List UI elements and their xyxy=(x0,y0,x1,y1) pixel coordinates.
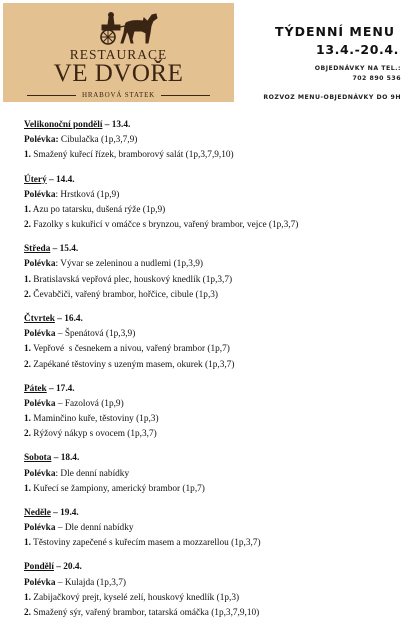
day-block xyxy=(24,173,399,234)
horse-cart-icon xyxy=(98,9,160,47)
day-date: 17.4. xyxy=(56,383,75,394)
day-date: 16.4. xyxy=(64,313,83,324)
soup-text: – Špenátová (1p,3,9) xyxy=(55,329,136,340)
day-heading xyxy=(24,118,399,133)
meal-number: 2. xyxy=(24,220,31,231)
logo-name-text: VE DVOŘE xyxy=(53,60,184,87)
soup-label: Polévka xyxy=(24,259,56,270)
day-heading xyxy=(24,451,399,466)
day-separator: – xyxy=(46,383,57,394)
soup-line xyxy=(24,257,399,272)
soup-label: Polévka xyxy=(24,523,56,534)
order-label: OBJEDNÁVKY NA TEL.: xyxy=(314,65,401,72)
meal-line xyxy=(24,591,399,606)
weekly-menu xyxy=(24,118,399,630)
day-separator: – xyxy=(54,313,65,324)
meal-line xyxy=(24,342,399,357)
day-block xyxy=(24,451,399,497)
soup-line xyxy=(24,576,399,591)
meal-line xyxy=(24,358,399,373)
day-name: Čtvrtek xyxy=(24,313,55,324)
meal-number: 1. xyxy=(24,592,31,603)
soup-line xyxy=(24,397,399,412)
meal-line xyxy=(24,536,399,551)
menu-date-range: 13.4.-20.4. xyxy=(316,42,399,57)
day-date: 19.4. xyxy=(60,507,79,518)
meal-number: 1. xyxy=(24,344,31,355)
meal-line xyxy=(24,606,399,621)
meal-number: 1. xyxy=(24,483,31,494)
day-date: 13.4. xyxy=(111,120,131,130)
meal-text: Smažený sýr, vařený brambor, tatarská omáčka (1p,3,7,9,10) xyxy=(30,607,260,618)
meal-number: 1. xyxy=(24,274,31,285)
logo-restaurace-text: RESTAURACE xyxy=(69,47,168,62)
day-heading xyxy=(24,506,399,521)
day-block xyxy=(24,506,399,552)
meal-text: Rýžový nákyp s ovocem (1p,3,7) xyxy=(30,429,157,440)
restaurant-logo xyxy=(3,3,234,102)
soup-label: Polévka xyxy=(24,468,56,479)
soup-text: : Vývar se zeleninou a nudlemi (1p,3,9) xyxy=(55,259,204,270)
meal-text: Zapékané těstoviny s uzeným masem, okurek (1p,3,7) xyxy=(30,359,235,370)
day-heading xyxy=(24,242,399,257)
order-phone: 702 890 536 xyxy=(352,75,401,82)
soup-text: – Dle denní nabídky xyxy=(55,523,134,534)
meal-line xyxy=(24,482,399,497)
meal-text: Zabijačkový prejt, kyselé zelí, houskový knedlík (1p,3) xyxy=(30,592,240,603)
soup-label: Polévka xyxy=(24,577,56,588)
soup-label: Polévka: xyxy=(24,135,59,146)
divider-line xyxy=(27,95,76,96)
meal-text: Azu po tatarsku, dušená rýže (1p,9) xyxy=(30,204,166,215)
soup-text: Cibulačka (1p,3,7,9) xyxy=(58,135,138,146)
day-heading xyxy=(24,312,399,327)
soup-line xyxy=(24,467,399,482)
meal-number: 1. xyxy=(24,150,31,161)
soup-text: : Hrstková (1p,9) xyxy=(55,189,120,200)
divider-line xyxy=(161,95,210,96)
day-separator: – xyxy=(102,120,112,130)
soup-text: : Dle denní nabídky xyxy=(55,468,130,479)
meal-number: 2. xyxy=(24,359,31,370)
day-heading xyxy=(24,560,399,575)
day-date: 20.4. xyxy=(63,562,82,573)
order-contact xyxy=(315,64,401,84)
day-date: 14.4. xyxy=(56,174,75,185)
meal-number: 2. xyxy=(24,289,31,300)
day-name: Pátek xyxy=(24,383,47,394)
meal-number: 1. xyxy=(24,414,31,425)
day-heading xyxy=(24,382,399,397)
meal-text: Bratislavská vepřová plec, houskový knedlík (1p,3,7) xyxy=(30,274,233,285)
day-name: Úterý xyxy=(24,174,47,185)
meal-number: 1. xyxy=(24,204,31,215)
soup-line xyxy=(24,521,399,536)
soup-line xyxy=(24,133,399,148)
day-block xyxy=(24,312,399,373)
day-date: 15.4. xyxy=(59,244,79,255)
day-heading xyxy=(24,173,399,188)
soup-text: – Kulajda (1p,3,7) xyxy=(55,577,127,588)
day-separator: – xyxy=(53,562,64,573)
meal-text: Maminčino kuře, těstoviny (1p,3) xyxy=(30,414,159,425)
meal-text: Vepřové s česnekem a nivou, vařený brambor (1p,7) xyxy=(30,344,230,355)
day-separator: – xyxy=(46,174,57,185)
day-separator: – xyxy=(50,244,60,255)
day-name: Pondělí xyxy=(24,562,54,573)
delivery-note: ROZVOZ MENU-OBJEDNÁVKY DO 9H xyxy=(263,94,401,101)
meal-text: Těstoviny zapečené s kuřecím masem a mozzarellou (1p,3,7) xyxy=(30,538,261,549)
soup-line xyxy=(24,188,399,203)
meal-line xyxy=(24,148,399,163)
day-date: 18.4. xyxy=(60,453,80,464)
meal-line xyxy=(24,288,399,303)
day-block xyxy=(24,560,399,621)
meal-text: Fazolky s kukuřicí v omáčce s brynzou, vařený brambor, vejce (1p,3,7) xyxy=(30,220,299,231)
day-block xyxy=(24,382,399,443)
meal-number: 2. xyxy=(24,607,31,618)
meal-line xyxy=(24,273,399,288)
day-separator: – xyxy=(50,507,61,518)
meal-line xyxy=(24,218,399,233)
soup-line xyxy=(24,327,399,342)
day-name: Velikonoční pondělí xyxy=(24,120,103,130)
day-separator: – xyxy=(51,453,61,464)
meal-number: 1. xyxy=(24,538,31,549)
logo-subtitle-row xyxy=(27,90,210,100)
meal-number: 2. xyxy=(24,429,31,440)
meal-text: Čevabčiči, vařený brambor, hořčice, cibule (1p,3) xyxy=(30,289,219,300)
meal-line xyxy=(24,427,399,442)
day-block xyxy=(24,118,399,164)
meal-text: Smažený kuřecí řízek, bramborový salát (1p,3,7,9,10) xyxy=(30,150,234,161)
meal-line xyxy=(24,203,399,218)
day-name: Neděle xyxy=(24,507,51,518)
day-name: Sobota xyxy=(24,453,52,464)
soup-text: – Fazolová (1p,9) xyxy=(55,398,124,409)
meal-line xyxy=(24,412,399,427)
day-name: Středa xyxy=(24,244,51,255)
menu-title: TÝDENNÍ MENU xyxy=(274,24,395,39)
soup-label: Polévka xyxy=(24,398,56,409)
logo-subtitle: HRABOVÁ STATEK xyxy=(81,91,156,99)
soup-label: Polévka xyxy=(24,329,56,340)
day-block xyxy=(24,242,399,303)
meal-text: Kuřecí se žampiony, americký brambor (1p,7) xyxy=(30,483,205,494)
soup-label: Polévka xyxy=(24,189,56,200)
